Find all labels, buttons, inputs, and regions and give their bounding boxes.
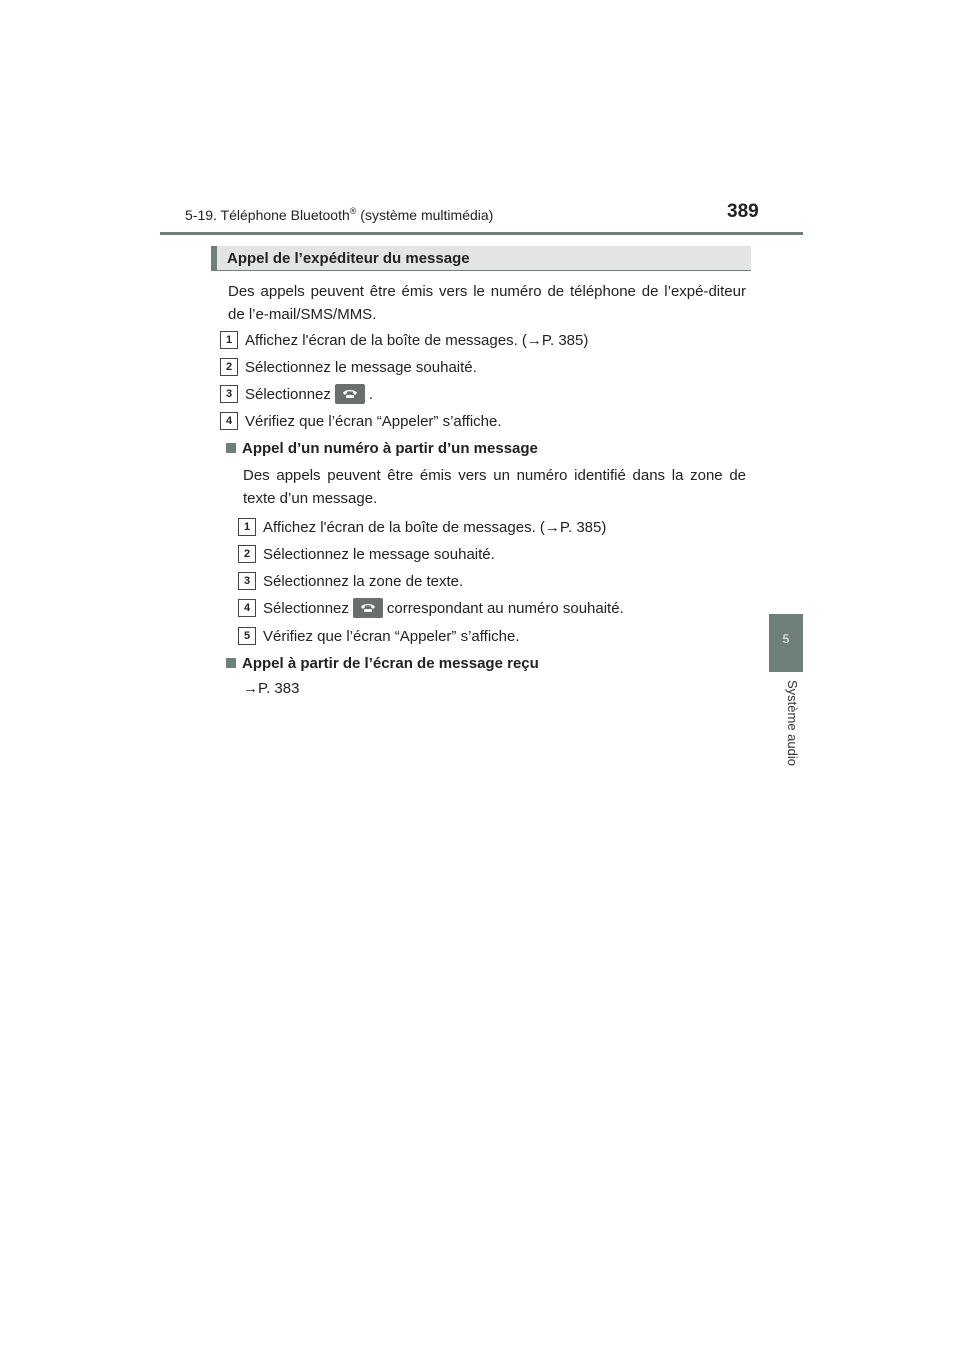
subsection-heading-text: Appel à partir de l’écran de message reçu xyxy=(242,655,539,672)
section-heading-text: Appel de l’expéditeur du message xyxy=(227,250,470,267)
step-number: 4 xyxy=(220,412,238,430)
subsection-heading xyxy=(226,655,539,672)
step-text: Sélectionnez la zone de texte. xyxy=(263,572,464,590)
step-item xyxy=(220,358,477,376)
step-text: Sélectionnez xyxy=(263,599,349,617)
step-item xyxy=(238,545,495,563)
step-item xyxy=(238,599,624,617)
subsection-heading-text: Appel d’un numéro à partir d’un message xyxy=(242,440,538,457)
step-text: Vérifiez que l’écran “Appeler” s’affiche. xyxy=(263,627,520,645)
step-item xyxy=(238,518,606,536)
step-text: Sélectionnez xyxy=(245,385,331,403)
step-text: Vérifiez que l’écran “Appeler” s’affiche. xyxy=(245,412,502,430)
section-intro: Des appels peuvent être émis vers le numéro de téléphone de l’expé-diteur de l’e-mail/SMS/MMS. xyxy=(228,283,746,323)
step-text-after: . xyxy=(368,385,374,403)
chapter-label: Système audio xyxy=(785,680,800,766)
step-number: 5 xyxy=(238,627,256,645)
step-item xyxy=(238,627,520,645)
header-title-suffix: (système multimédia) xyxy=(356,207,494,223)
step-number: 1 xyxy=(220,331,238,349)
bullet-square-icon xyxy=(226,658,236,668)
subsection-heading xyxy=(226,440,538,457)
step-item xyxy=(220,385,373,403)
step-text: Sélectionnez le message souhaité. xyxy=(245,358,477,376)
page-reference: →P. 383 xyxy=(243,680,300,697)
step-text: Sélectionnez le message souhaité. xyxy=(263,545,495,563)
step-number: 2 xyxy=(238,545,256,563)
page-number: 389 xyxy=(727,201,759,222)
header-divider xyxy=(160,232,803,235)
chapter-tab: 5 xyxy=(769,614,803,672)
bullet-square-icon xyxy=(226,443,236,453)
registered-mark: ® xyxy=(349,206,357,216)
step-number: 4 xyxy=(238,599,256,617)
running-header xyxy=(185,206,493,223)
step-text: Affichez l'écran de la boîte de messages. (→P. 385) xyxy=(245,331,589,349)
subsection-intro: Des appels peuvent être émis vers un numéro identifié dans la zone de texte d’un message. xyxy=(243,467,746,507)
step-number: 3 xyxy=(238,572,256,590)
phone-handset-icon xyxy=(335,384,365,404)
step-number: 2 xyxy=(220,358,238,376)
header-title-prefix: 5-19. Téléphone Bluetooth xyxy=(185,207,350,223)
step-item xyxy=(220,412,502,430)
step-item xyxy=(220,331,588,349)
step-text: Affichez l'écran de la boîte de messages. (→P. 385) xyxy=(263,518,607,536)
step-number: 1 xyxy=(238,518,256,536)
step-item xyxy=(238,572,463,590)
step-text-after: correspondant au numéro souhaité. xyxy=(386,599,624,617)
phone-handset-icon xyxy=(353,598,383,618)
step-number: 3 xyxy=(220,385,238,403)
section-heading xyxy=(211,246,751,271)
